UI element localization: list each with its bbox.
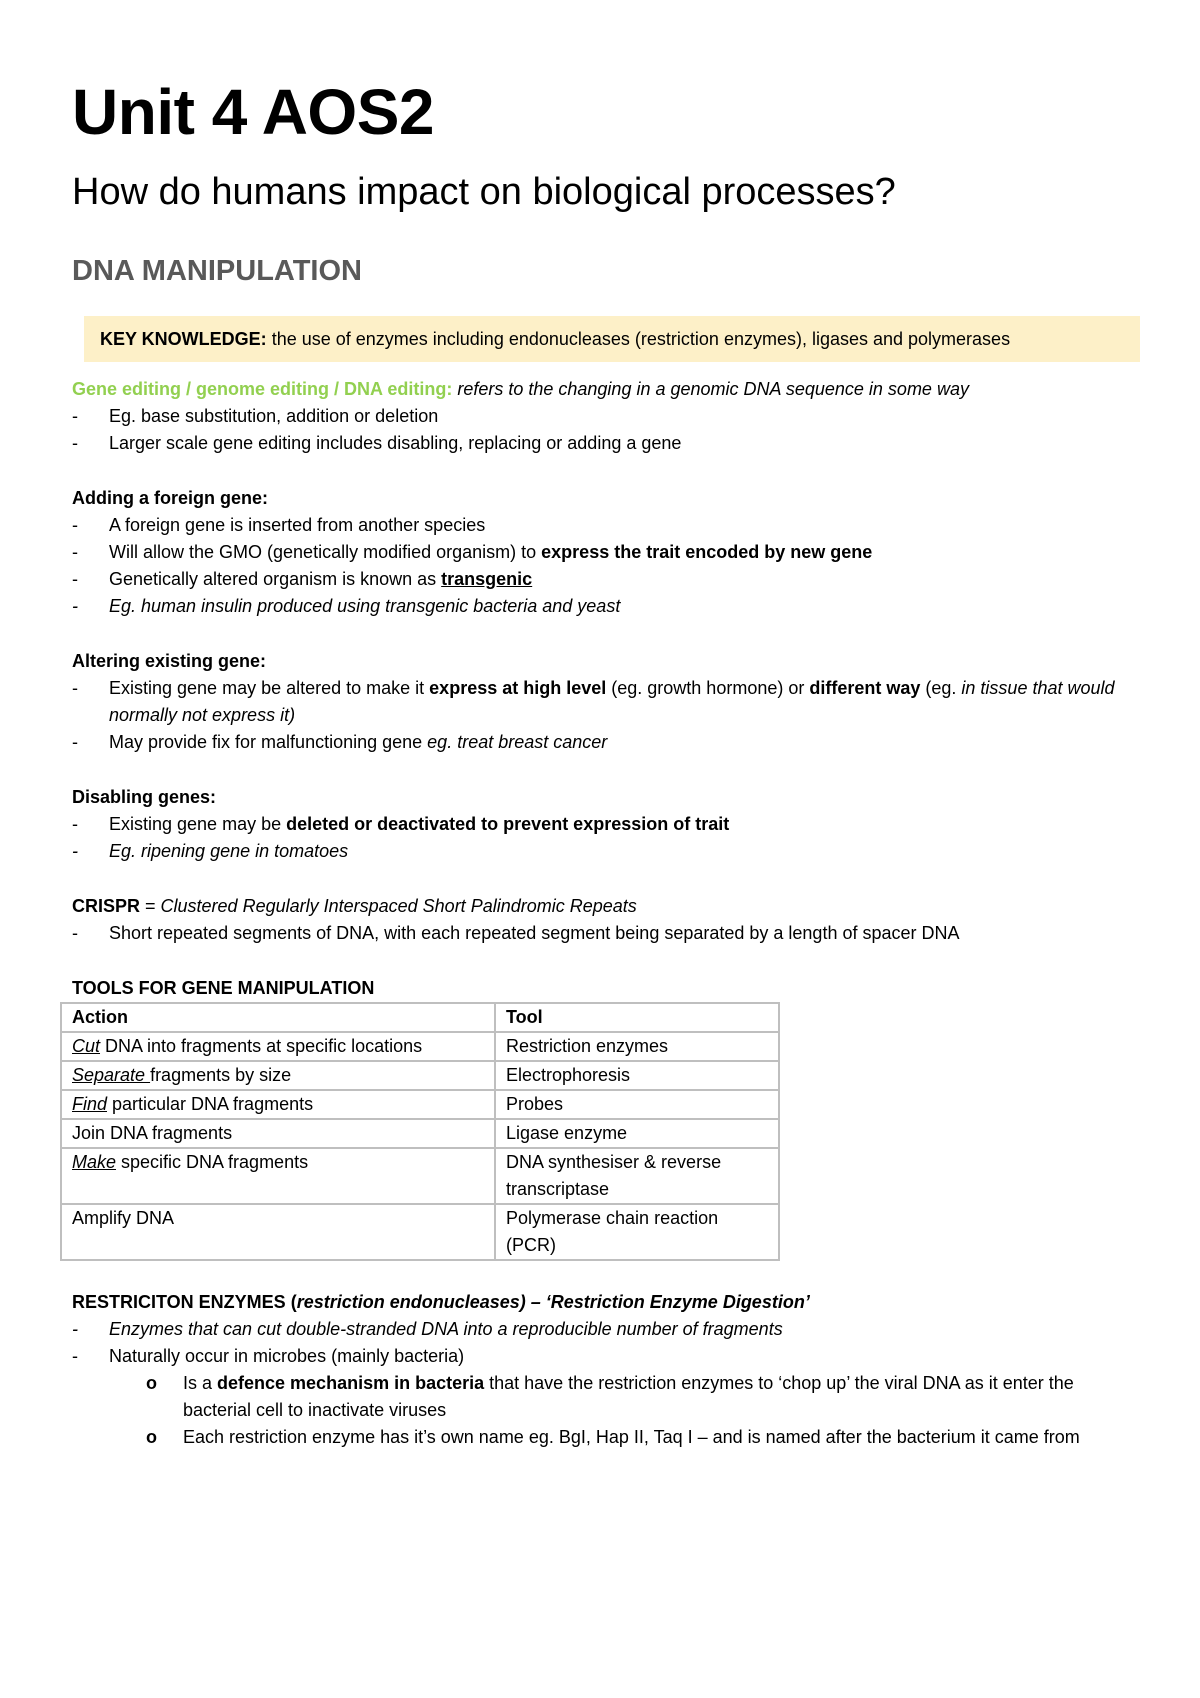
list-item: - Eg. ripening gene in tomatoes (72, 838, 1142, 865)
gene-editing-definition (72, 376, 1142, 403)
table-row (61, 1061, 779, 1090)
action-verb: Find (72, 1094, 108, 1114)
table-header-row (61, 1003, 779, 1032)
document-subtitle: How do humans impact on biological processes? (72, 171, 896, 213)
heading-text: RESTRICITON ENZYMES ( (72, 1292, 297, 1312)
transgenic-term: transgenic (441, 569, 533, 589)
table-cell-tool: Probes (495, 1090, 779, 1119)
list-item: - Eg. human insulin produced using transgenic bacteria and yeast (72, 593, 1142, 620)
list-item-text: Naturally occur in microbes (mainly bacteria) (109, 1346, 465, 1366)
list-item-text: May provide fix for malfunctioning gene (109, 732, 428, 752)
list-item-text: (eg. (920, 678, 962, 698)
table-cell-action (61, 1032, 495, 1061)
list-item-text: Is a (183, 1373, 218, 1393)
crispr-eq: = (140, 896, 161, 916)
list-item-emphasis: different way (809, 678, 921, 698)
table-cell-tool: Ligase enzyme (495, 1119, 779, 1148)
action-text: specific DNA fragments (116, 1152, 309, 1172)
list-item-emphasis: defence mechanism in bacteria (217, 1373, 485, 1393)
gene-editing-list (72, 403, 1142, 457)
tools-heading: TOOLS FOR GENE MANIPULATION (72, 978, 375, 998)
list-item-text: Genetically altered organism is known as (109, 569, 442, 589)
action-text: Amplify DNA (72, 1208, 175, 1228)
list-item-emphasis: express at high level (429, 678, 607, 698)
table-cell-tool: Restriction enzymes (495, 1032, 779, 1061)
table-cell-tool: DNA synthesiser & reverse transcriptase (495, 1148, 779, 1204)
adding-foreign-gene-list (72, 512, 1142, 620)
crispr-term: CRISPR (72, 896, 141, 916)
tools-table (60, 1002, 780, 1261)
restriction-enzymes-sublist (72, 1370, 1142, 1451)
list-item (72, 811, 1142, 838)
list-item-text: (eg. growth hormone) or (606, 678, 810, 698)
sub-list-item: o Each restriction enzyme has it’s own name eg. BgI, Hap II, Taq I – and is named after the bacterium it came from (146, 1424, 1142, 1451)
list-item: - A foreign gene is inserted from another species (72, 512, 1142, 539)
key-knowledge-label: KEY KNOWLEDGE: (100, 329, 267, 349)
disabling-genes-heading: Disabling genes: (72, 787, 217, 807)
table-cell-action (61, 1204, 495, 1260)
list-item-italic: eg. treat breast cancer (427, 732, 608, 752)
list-item: - Short repeated segments of DNA, with each repeated segment being separated by a length of spacer DNA (72, 920, 1142, 947)
restriction-enzymes-list (72, 1316, 1142, 1451)
table-cell-action (61, 1148, 495, 1204)
table-cell-tool: Electrophoresis (495, 1061, 779, 1090)
key-knowledge-text: the use of enzymes including endonucleases (restriction enzymes), ligases and polymerases (266, 329, 1011, 349)
list-item-text: that have the restriction enzymes to ‘chop up’ the viral DNA as it enter the bacterial cell to inactivate viruses (183, 1373, 1074, 1420)
disabling-genes-list (72, 811, 1142, 865)
table-header-action: Action (61, 1003, 495, 1032)
section-heading: DNA MANIPULATION (72, 255, 362, 287)
table-cell-action (61, 1119, 495, 1148)
table-cell-action (61, 1061, 495, 1090)
document-title: Unit 4 AOS2 (72, 76, 434, 148)
table-row (61, 1204, 779, 1260)
list-item (72, 729, 1142, 756)
altering-existing-gene-list (72, 675, 1142, 756)
list-item (72, 675, 1142, 729)
gene-editing-term: Gene editing / genome editing / DNA editing: (72, 379, 453, 399)
list-item-text: Existing gene may be (109, 814, 287, 834)
list-item-text: Existing gene may be altered to make it (109, 678, 430, 698)
crispr-list (72, 920, 1142, 947)
key-knowledge-box (84, 316, 1140, 362)
action-text: Join DNA fragments (72, 1123, 233, 1143)
list-item-emphasis: deleted or deactivated to prevent expression of trait (286, 814, 730, 834)
sub-list-item (146, 1370, 1142, 1424)
list-item: - Eg. base substitution, addition or deletion (72, 403, 1142, 430)
list-item: - Enzymes that can cut double-stranded DNA into a reproducible number of fragments (72, 1316, 1142, 1343)
list-item: - Larger scale gene editing includes disabling, replacing or adding a gene (72, 430, 1142, 457)
action-verb: Make (72, 1152, 117, 1172)
crispr-expansion: Clustered Regularly Interspaced Short Palindromic Repeats (160, 896, 637, 916)
table-cell-action (61, 1090, 495, 1119)
table-row (61, 1032, 779, 1061)
document-body (72, 376, 1142, 1451)
altering-existing-gene-heading: Altering existing gene: (72, 651, 267, 671)
adding-foreign-gene-heading: Adding a foreign gene: (72, 488, 268, 508)
table-header-tool: Tool (495, 1003, 779, 1032)
list-item (72, 1343, 1142, 1451)
list-item-text: Will allow the GMO (genetically modified organism) to (109, 542, 542, 562)
gene-editing-definition-text: refers to the changing in a genomic DNA sequence in some way (452, 379, 969, 399)
table-row (61, 1119, 779, 1148)
table-row (61, 1148, 779, 1204)
list-item-emphasis: express the trait encoded by new gene (541, 542, 873, 562)
action-text: fragments by size (150, 1065, 292, 1085)
restriction-enzymes-heading (72, 1289, 1142, 1316)
heading-italic: restriction endonucleases) – ‘Restriction Enzyme Digestion’ (296, 1292, 810, 1312)
action-text: particular DNA fragments (107, 1094, 314, 1114)
action-verb: Separate (72, 1065, 151, 1085)
list-item-italic: in tissue that would normally not express it) (109, 678, 1115, 725)
table-cell-tool: Polymerase chain reaction (PCR) (495, 1204, 779, 1260)
list-item (72, 539, 1142, 566)
list-item (72, 566, 1142, 593)
action-verb: Cut (72, 1036, 101, 1056)
crispr-definition (72, 893, 1142, 920)
action-text: DNA into fragments at specific locations (100, 1036, 423, 1056)
table-row (61, 1090, 779, 1119)
